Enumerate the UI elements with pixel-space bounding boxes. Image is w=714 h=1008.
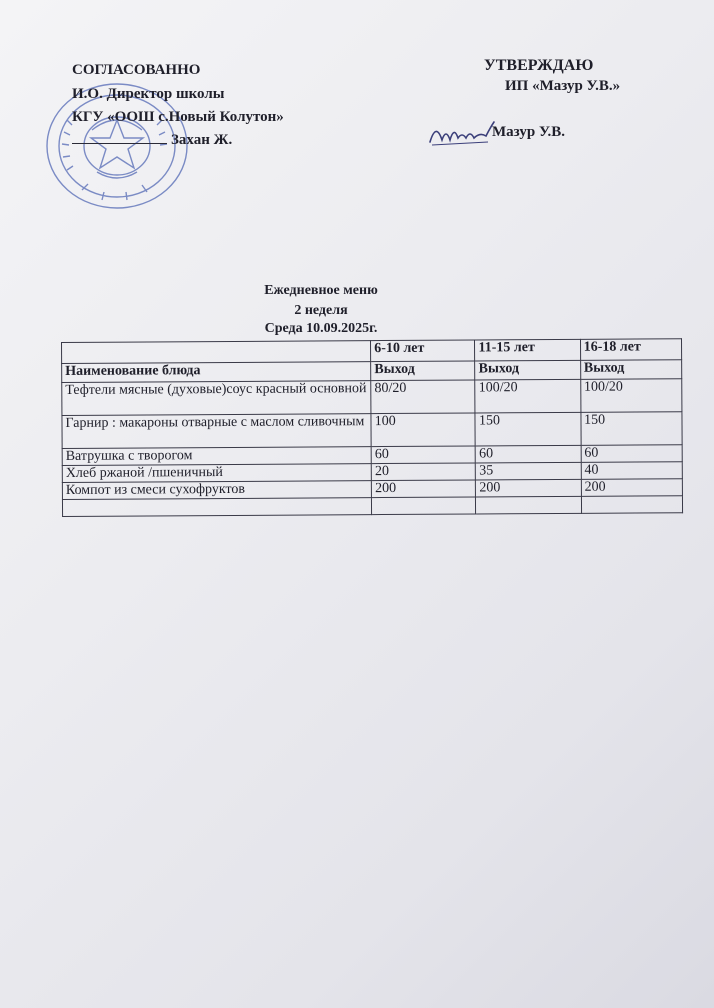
dish-name-cell: Ватрушка с творогом [62, 447, 371, 466]
age-group-header: 11-15 лет [475, 339, 580, 361]
age-group-header: 16-18 лет [580, 339, 681, 361]
output-cell: 100 [371, 413, 475, 447]
dish-name-header: Наименование блюда [62, 362, 371, 383]
acting-director-label: И.О. Директор школы [72, 86, 225, 102]
output-cell: 200 [372, 480, 476, 498]
agreed-heading: СОГЛАСОВАННО [72, 62, 201, 78]
empty-header-cell [62, 341, 371, 364]
approve-heading: УТВЕРЖДАЮ [484, 57, 594, 74]
menu-date: Среда 10.09.2025г. [264, 321, 378, 336]
menu-week: 2 неделя [294, 303, 348, 318]
output-cell: 60 [581, 445, 682, 463]
age-group-header: 6-10 лет [371, 340, 475, 362]
organization-name: КГУ «ООШ с.Новый Колутон» [72, 109, 284, 125]
output-cell: 80/20 [371, 380, 475, 414]
menu-title: Ежедневное меню [264, 283, 378, 298]
signature-blank-line [72, 143, 167, 144]
empty-cell [62, 498, 371, 517]
output-cell: 100/20 [475, 379, 580, 413]
dish-name-cell: Компот из смеси сухофруктов [62, 481, 371, 500]
menu-table [61, 338, 683, 517]
output-cell: 60 [371, 446, 475, 464]
output-cell: 20 [371, 463, 475, 481]
empty-cell [476, 496, 581, 514]
output-cell: 200 [476, 479, 581, 497]
output-cell: 150 [475, 412, 580, 446]
output-cell: 40 [581, 462, 682, 480]
output-cell: 100/20 [580, 379, 682, 413]
dish-name-cell: Гарнир : макароны отварные с маслом сливочным [62, 414, 371, 449]
output-header: Выход [475, 360, 580, 380]
empty-cell [372, 497, 476, 515]
empty-table-row [62, 496, 682, 517]
output-cell: 150 [581, 412, 683, 446]
table-row [62, 379, 682, 416]
output-header: Выход [371, 361, 475, 381]
output-cell: 60 [476, 445, 581, 463]
left-signature-name: Захан Ж. [171, 132, 233, 148]
dish-name-cell: Тефтели мясные (духовые)соус красный основной [62, 381, 371, 416]
left-signature-line [72, 132, 232, 149]
entrepreneur-name: ИП «Мазур У.В.» [505, 78, 621, 94]
dish-name-cell: Хлеб ржаной /пшеничный [62, 464, 371, 483]
table-row [62, 412, 682, 449]
handwritten-signature [428, 118, 498, 154]
right-signature-name: Мазур У.В. [492, 124, 566, 140]
output-header: Выход [580, 360, 681, 380]
output-cell: 35 [476, 462, 581, 480]
output-cell: 200 [581, 479, 682, 497]
empty-cell [581, 496, 682, 514]
